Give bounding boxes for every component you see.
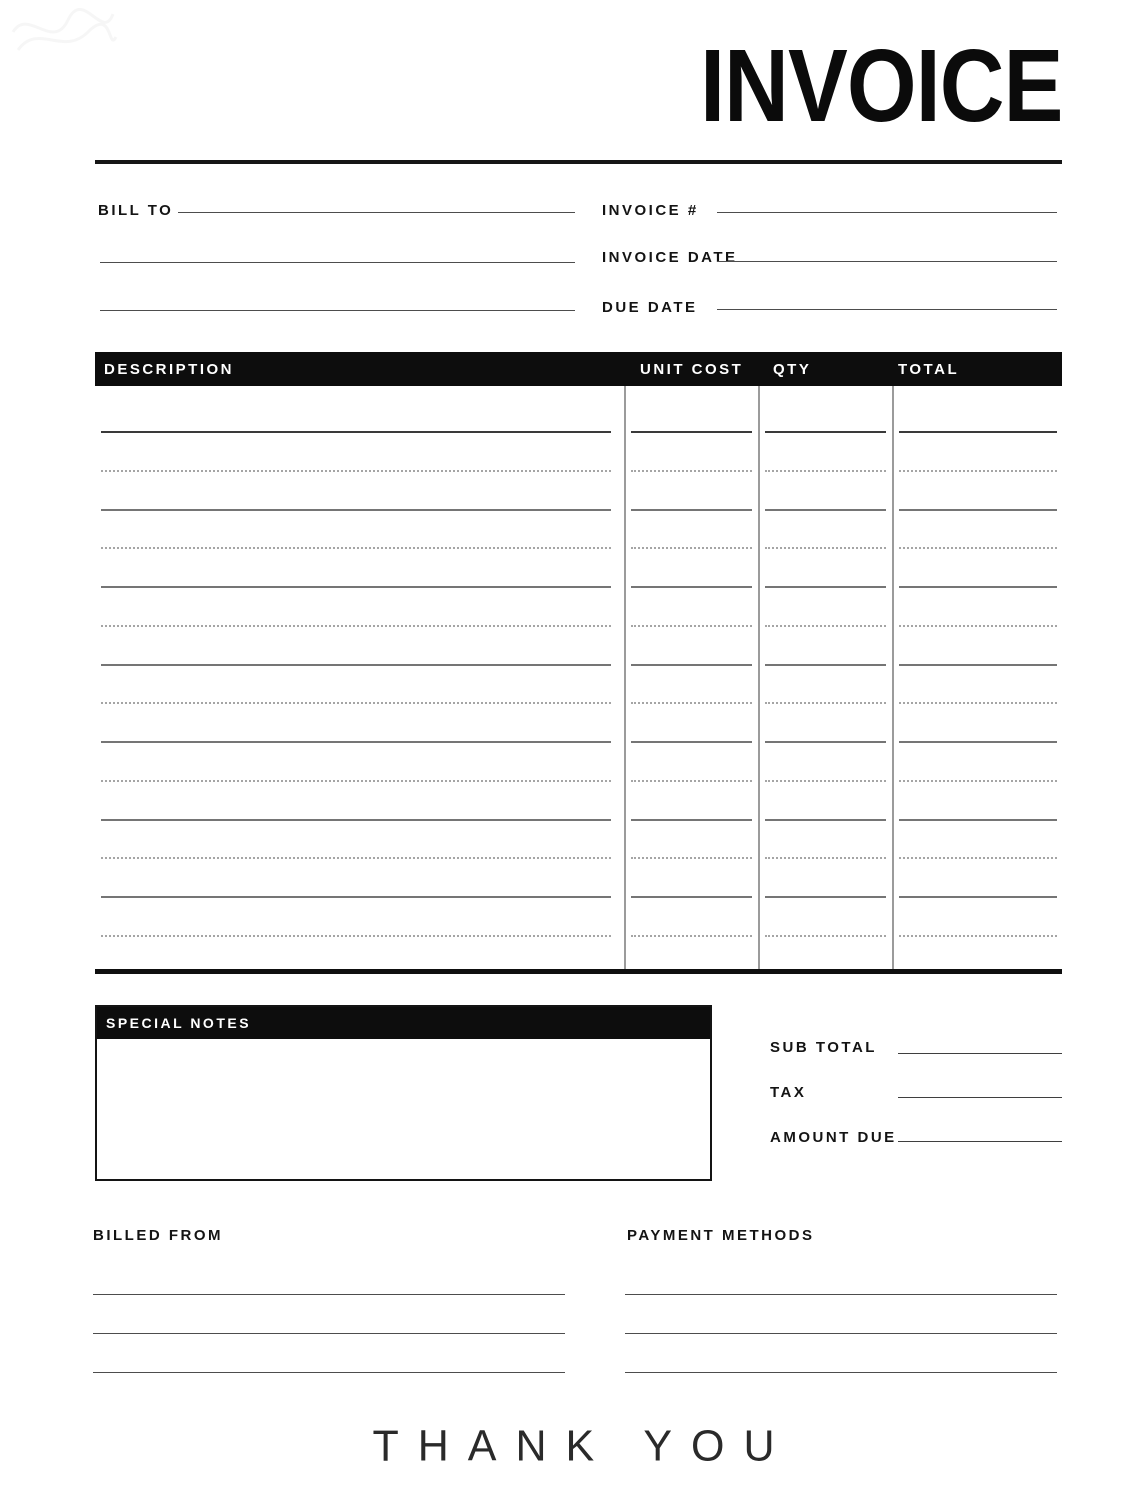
- table-row-line: [101, 586, 611, 588]
- table-row-line: [765, 431, 886, 433]
- table-row-line: [631, 470, 752, 472]
- invoice-number-label: INVOICE #: [602, 202, 699, 219]
- column-header-description: DESCRIPTION: [104, 361, 235, 378]
- table-row-line: [899, 702, 1057, 704]
- column-separator-qty-total: [892, 386, 894, 969]
- table-row-line: [101, 625, 611, 627]
- table-row-line: [899, 509, 1057, 511]
- table-row-line: [631, 819, 752, 821]
- corner-smudge-texture: [8, 2, 118, 62]
- payment-methods-line-1[interactable]: [625, 1294, 1057, 1295]
- table-row-line: [765, 935, 886, 937]
- billed-from-line-2[interactable]: [93, 1333, 565, 1334]
- title-divider-rule: [95, 160, 1062, 164]
- table-row-line: [631, 857, 752, 859]
- items-table-header: [95, 352, 1062, 386]
- table-row-line: [899, 741, 1057, 743]
- sub-total-line[interactable]: [898, 1053, 1062, 1054]
- table-row-line: [101, 741, 611, 743]
- table-row-line: [631, 625, 752, 627]
- invoice-date-label: INVOICE DATE: [602, 249, 738, 266]
- special-notes-label: SPECIAL NOTES: [106, 1015, 252, 1031]
- invoice-number-line[interactable]: [717, 212, 1057, 213]
- table-row-line: [899, 935, 1057, 937]
- table-row-line: [631, 664, 752, 666]
- table-row-line: [631, 935, 752, 937]
- due-date-label: DUE DATE: [602, 299, 698, 316]
- table-row-line: [101, 702, 611, 704]
- table-row-line: [899, 470, 1057, 472]
- due-date-line[interactable]: [717, 309, 1057, 310]
- special-notes-input-area[interactable]: [97, 1039, 710, 1179]
- table-row-line: [631, 896, 752, 898]
- column-header-qty: QTY: [773, 361, 812, 378]
- table-row-line: [765, 857, 886, 859]
- amount-due-label: AMOUNT DUE: [770, 1129, 897, 1146]
- table-row-line: [631, 586, 752, 588]
- table-row-line: [899, 664, 1057, 666]
- table-row-line: [101, 664, 611, 666]
- items-table-body[interactable]: [95, 386, 1062, 969]
- table-row-line: [765, 509, 886, 511]
- table-row-line: [101, 431, 611, 433]
- table-row-line: [899, 780, 1057, 782]
- table-bottom-rule: [95, 969, 1062, 974]
- table-row-line: [101, 780, 611, 782]
- sub-total-label: SUB TOTAL: [770, 1039, 877, 1056]
- table-row-line: [101, 470, 611, 472]
- table-row-line: [765, 586, 886, 588]
- table-row-line: [765, 625, 886, 627]
- special-notes-header: [97, 1007, 710, 1039]
- tax-label: TAX: [770, 1084, 807, 1101]
- billed-from-line-1[interactable]: [93, 1294, 565, 1295]
- table-row-line: [631, 509, 752, 511]
- amount-due-line[interactable]: [898, 1141, 1062, 1142]
- table-row-line: [899, 819, 1057, 821]
- table-row-line: [899, 431, 1057, 433]
- table-row-line: [899, 625, 1057, 627]
- billed-from-line-3[interactable]: [93, 1372, 565, 1373]
- table-row-line: [765, 741, 886, 743]
- table-row-line: [101, 935, 611, 937]
- invoice-date-line[interactable]: [717, 261, 1057, 262]
- table-row-line: [765, 819, 886, 821]
- billed-from-label: BILLED FROM: [93, 1227, 223, 1244]
- bill-to-line-2[interactable]: [100, 262, 575, 263]
- table-row-line: [899, 547, 1057, 549]
- table-row-line: [101, 547, 611, 549]
- table-row-line: [101, 896, 611, 898]
- table-row-line: [101, 819, 611, 821]
- column-separator-description-unitcost: [624, 386, 626, 969]
- special-notes-box: [95, 1005, 712, 1181]
- table-row-line: [765, 896, 886, 898]
- table-row-line: [899, 896, 1057, 898]
- column-header-unit-cost: UNIT COST: [640, 361, 744, 378]
- table-row-line: [765, 470, 886, 472]
- table-row-line: [899, 586, 1057, 588]
- table-row-line: [765, 702, 886, 704]
- table-row-line: [765, 547, 886, 549]
- column-separator-unitcost-qty: [758, 386, 760, 969]
- table-row-line: [631, 431, 752, 433]
- column-header-total: TOTAL: [898, 361, 960, 378]
- table-row-line: [631, 780, 752, 782]
- page-title: INVOICE: [700, 28, 1063, 143]
- tax-line[interactable]: [898, 1097, 1062, 1098]
- table-row-line: [631, 547, 752, 549]
- thank-you-text: THANK YOU: [372, 1421, 794, 1471]
- table-row-line: [765, 780, 886, 782]
- table-row-line: [899, 857, 1057, 859]
- payment-methods-line-3[interactable]: [625, 1372, 1057, 1373]
- payment-methods-line-2[interactable]: [625, 1333, 1057, 1334]
- table-row-line: [631, 702, 752, 704]
- table-row-line: [631, 741, 752, 743]
- table-row-line: [101, 857, 611, 859]
- bill-to-line-1[interactable]: [178, 212, 575, 213]
- payment-methods-label: PAYMENT METHODS: [627, 1227, 815, 1244]
- table-row-line: [765, 664, 886, 666]
- bill-to-label: BILL TO: [98, 202, 174, 219]
- bill-to-line-3[interactable]: [100, 310, 575, 311]
- table-row-line: [101, 509, 611, 511]
